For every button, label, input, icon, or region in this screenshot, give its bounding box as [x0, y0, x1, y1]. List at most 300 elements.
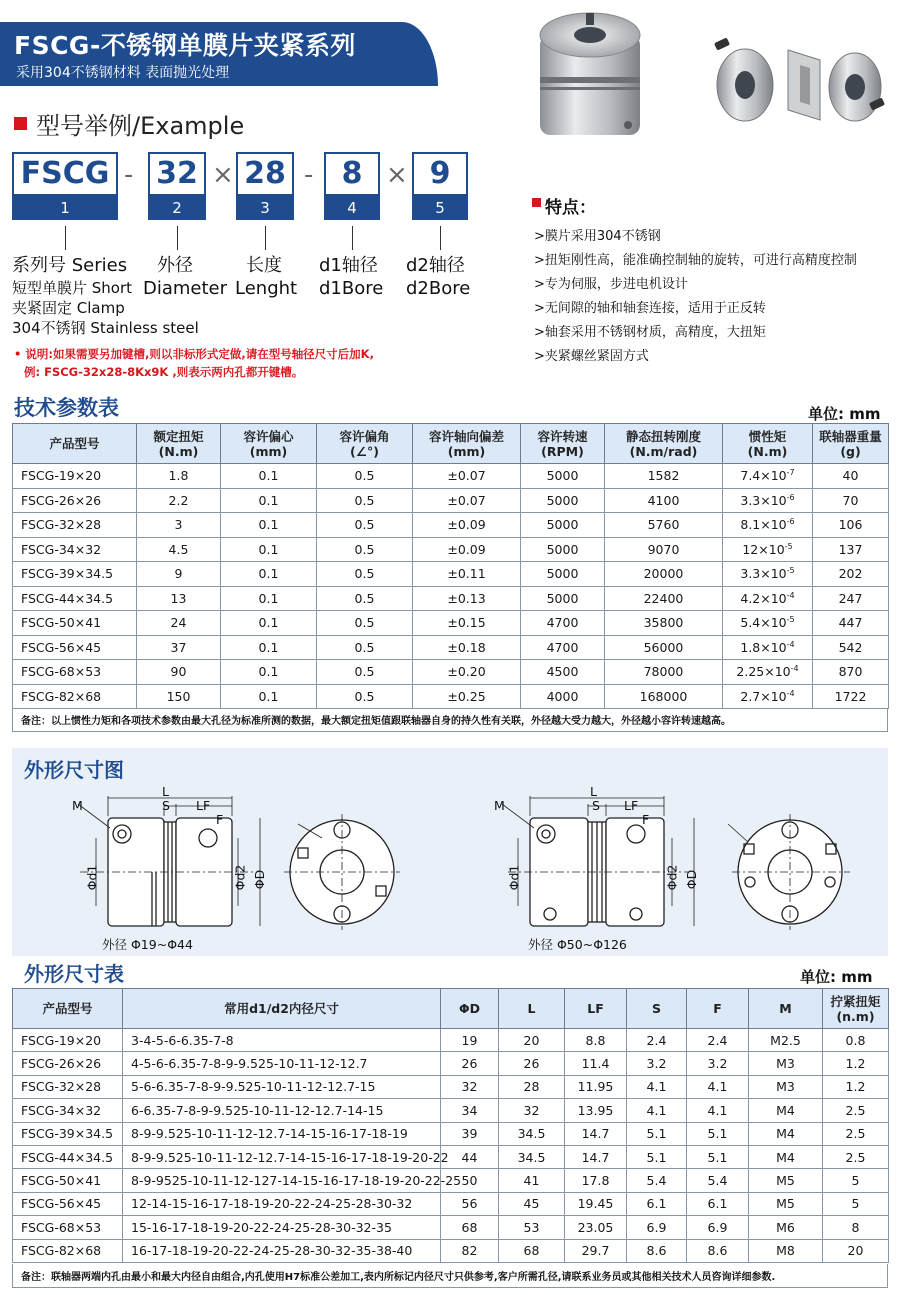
code-box-series: FSCG — [12, 152, 118, 196]
table-cell: 9070 — [605, 537, 723, 562]
table-cell: M8 — [749, 1239, 823, 1262]
table-cell: M6 — [749, 1216, 823, 1239]
table-cell: 1.8 — [137, 464, 221, 489]
drawing-heading: 外形尺寸图 — [24, 758, 124, 782]
table-cell: 19 — [441, 1029, 499, 1052]
table-cell: 16-17-18-19-20-22-24-25-28-30-32-35-38-40 — [123, 1239, 441, 1262]
table-cell: 6-6.35-7-8-9-9.525-10-11-12-12.7-14-15 — [123, 1099, 441, 1122]
dim-label-d1: Φd1 — [84, 864, 100, 891]
code-number: 3 — [236, 196, 294, 220]
table-cell: $8.1\times 10^{-6}$ — [723, 513, 813, 538]
table-cell: FSCG-34×32 — [13, 1099, 123, 1122]
table-cell: 2.2 — [137, 488, 221, 513]
features-marker — [532, 198, 541, 207]
code-number: 1 — [12, 196, 118, 220]
table-cell: 50 — [441, 1169, 499, 1192]
table-cell: 2.5 — [823, 1099, 889, 1122]
dim-label-f: F — [216, 812, 224, 827]
table-cell: M4 — [749, 1099, 823, 1122]
dim-label-dd: ΦD — [684, 869, 700, 890]
connector-line — [440, 226, 441, 250]
table-cell: 9 — [137, 562, 221, 587]
column-header: F — [687, 989, 749, 1029]
column-header: 容许转速 (RPM) — [521, 424, 605, 464]
table-cell: 5760 — [605, 513, 723, 538]
code-box-d1: 8 — [324, 152, 380, 196]
table-cell: 29.7 — [565, 1239, 627, 1262]
column-header: 联轴器重量 (g) — [813, 424, 889, 464]
table-cell: 8.6 — [687, 1239, 749, 1262]
table-cell: 15-16-17-18-19-20-22-24-25-28-30-32-35 — [123, 1216, 441, 1239]
column-header: 静态扭转刚度 (N.m/rad) — [605, 424, 723, 464]
table-cell: 8-9-9.525-10-11-12-12.7-14-15-16-17-18-19 — [123, 1122, 441, 1145]
dim-label-m: M — [494, 798, 505, 813]
label-length-cn: 长度 — [246, 255, 282, 276]
table-cell: 56 — [441, 1192, 499, 1215]
table-cell: FSCG-56×45 — [13, 1192, 123, 1215]
table-cell: 2.4 — [687, 1029, 749, 1052]
table-row — [13, 1216, 889, 1239]
table-row — [13, 1075, 889, 1098]
table-cell: 5.4 — [687, 1169, 749, 1192]
table-cell: 22400 — [605, 586, 723, 611]
table-cell: 26 — [441, 1052, 499, 1075]
dim-label-m: M — [72, 798, 83, 813]
table-cell: 8.6 — [627, 1239, 687, 1262]
table-cell: 24 — [137, 611, 221, 636]
table-cell: 1582 — [605, 464, 723, 489]
column-header: S — [627, 989, 687, 1029]
table-cell: 0.5 — [317, 635, 413, 660]
table-cell: 14.7 — [565, 1122, 627, 1145]
table-cell: 0.5 — [317, 660, 413, 685]
code-separator: × — [212, 160, 234, 190]
table-cell: 34.5 — [499, 1122, 565, 1145]
table-cell: 32 — [441, 1075, 499, 1098]
feature-item: >无间隙的轴和轴套连接，适用于正反转 — [534, 301, 766, 316]
table-cell: 0.5 — [317, 537, 413, 562]
table-cell: 168000 — [605, 684, 723, 709]
table-cell: 5000 — [521, 513, 605, 538]
table-cell: $7.4\times 10^{-7}$ — [723, 464, 813, 489]
table-cell: 90 — [137, 660, 221, 685]
label-series-clamp: 夹紧固定 Clamp — [12, 299, 125, 317]
table-cell: M5 — [749, 1192, 823, 1215]
table-cell: 2.4 — [627, 1029, 687, 1052]
table-cell: 4000 — [521, 684, 605, 709]
example-heading: 型号举例/Example — [36, 112, 245, 140]
drawing-left — [60, 776, 400, 946]
table-cell: 8.8 — [565, 1029, 627, 1052]
dim-table-body — [13, 1029, 889, 1263]
code-separator: - — [304, 160, 314, 190]
drawing-right-caption: 外径 Φ50~Φ126 — [528, 937, 627, 952]
table-cell: 13 — [137, 586, 221, 611]
table-cell: 53 — [499, 1216, 565, 1239]
table-cell: 5 — [823, 1192, 889, 1215]
table-cell: 32 — [499, 1099, 565, 1122]
column-header: 常用d1/d2内径尺寸 — [123, 989, 441, 1029]
product-photo — [530, 5, 890, 155]
connector-line — [265, 226, 266, 250]
table-cell: 1.2 — [823, 1052, 889, 1075]
table-cell: 4700 — [521, 635, 605, 660]
label-d2-en: d2Bore — [406, 278, 471, 299]
table-cell: 6.9 — [627, 1216, 687, 1239]
column-header: 产品型号 — [13, 989, 123, 1029]
connector-line — [352, 226, 353, 250]
label-diameter-en: Diameter — [143, 278, 228, 299]
table-cell: 0.5 — [317, 684, 413, 709]
table-cell: 4.1 — [687, 1075, 749, 1098]
table-row — [13, 562, 889, 587]
table-cell: 3 — [137, 513, 221, 538]
table-cell: 0.1 — [221, 537, 317, 562]
table-cell: ±0.07 — [413, 488, 521, 513]
table-cell: $3.3\times 10^{-5}$ — [723, 562, 813, 587]
table-cell: 3.2 — [687, 1052, 749, 1075]
table-cell: 247 — [813, 586, 889, 611]
table-cell: 20 — [823, 1239, 889, 1262]
table-cell: 68 — [441, 1216, 499, 1239]
table-cell: FSCG-32×28 — [13, 513, 137, 538]
column-header: 额定扭矩 (N.m) — [137, 424, 221, 464]
example-heading-marker — [14, 117, 27, 130]
connector-line — [177, 226, 178, 250]
table-cell: 6.1 — [627, 1192, 687, 1215]
table-cell: FSCG-82×68 — [13, 684, 137, 709]
table-cell: ±0.09 — [413, 537, 521, 562]
table-cell: FSCG-44×34.5 — [13, 1145, 123, 1168]
code-number: 2 — [148, 196, 206, 220]
table-header-row — [13, 989, 889, 1029]
tech-table-note: 备注：以上惯性力矩和各项技术参数由最大孔径为标准所测的数据，最大额定扭矩值跟联轴器自身的持久性有关联，外径越大受力越大，外径越小容许转速越高。 — [12, 708, 888, 732]
label-series-material: 304不锈钢 Stainless steel — [12, 319, 199, 337]
page-subtitle: 采用304不锈钢材料 表面抛光处理 — [16, 65, 230, 81]
dim-label-f: F — [642, 812, 650, 827]
keyway-note-example: 例: FSCG-32x28-8Kx9K ,则表示两内孔都开键槽。 — [24, 365, 304, 379]
table-cell: 4.1 — [627, 1099, 687, 1122]
table-row — [13, 1145, 889, 1168]
column-header: L — [499, 989, 565, 1029]
dim-label-dd: ΦD — [252, 869, 268, 890]
table-cell: 5 — [823, 1169, 889, 1192]
dim-label-s: S — [162, 798, 170, 813]
table-cell: $3.3\times 10^{-6}$ — [723, 488, 813, 513]
table-cell: 0.1 — [221, 611, 317, 636]
table-cell: FSCG-56×45 — [13, 635, 137, 660]
code-box-length: 28 — [236, 152, 294, 196]
table-row — [13, 611, 889, 636]
table-cell: 5.1 — [687, 1122, 749, 1145]
table-cell: 39 — [441, 1122, 499, 1145]
table-cell: ±0.18 — [413, 635, 521, 660]
table-cell: 106 — [813, 513, 889, 538]
code-box-diameter: 32 — [148, 152, 206, 196]
table-cell: 19.45 — [565, 1192, 627, 1215]
table-cell: 0.1 — [221, 513, 317, 538]
table-cell: 5.1 — [627, 1122, 687, 1145]
table-cell: 5000 — [521, 537, 605, 562]
connector-line — [65, 226, 66, 250]
dim-label-l: L — [162, 784, 169, 799]
label-d1-en: d1Bore — [319, 278, 384, 299]
table-cell: 82 — [441, 1239, 499, 1262]
table-cell: ±0.09 — [413, 513, 521, 538]
table-cell: FSCG-82×68 — [13, 1239, 123, 1262]
table-cell: 20000 — [605, 562, 723, 587]
table-cell: 5000 — [521, 464, 605, 489]
table-cell: 0.1 — [221, 464, 317, 489]
table-cell: 17.8 — [565, 1169, 627, 1192]
column-header: ΦD — [441, 989, 499, 1029]
table-cell: 870 — [813, 660, 889, 685]
table-cell: 13.95 — [565, 1099, 627, 1122]
table-cell: 5.4 — [627, 1169, 687, 1192]
table-cell: 34.5 — [499, 1145, 565, 1168]
feature-item: >膜片采用304不锈钢 — [534, 229, 661, 244]
table-cell: FSCG-68×53 — [13, 1216, 123, 1239]
table-cell: ±0.15 — [413, 611, 521, 636]
label-series: 系列号 Series — [12, 255, 128, 276]
label-diameter-cn: 外径 — [157, 255, 193, 276]
table-cell: 28 — [499, 1075, 565, 1098]
code-separator: - — [124, 160, 134, 190]
table-cell: 202 — [813, 562, 889, 587]
table-cell: FSCG-26×26 — [13, 488, 137, 513]
table-row — [13, 1192, 889, 1215]
table-cell: 23.05 — [565, 1216, 627, 1239]
feature-item: >专为伺服，步进电机设计 — [534, 277, 688, 292]
table-cell: 4500 — [521, 660, 605, 685]
dim-table-note: 备注：联轴器两端内孔由最小和最大内径自由组合,内孔使用H7标准公差加工,表内所标记内径尺寸只供参考,客户所需孔径,请联系业务员或其他相关技术人员咨询详细参数. — [12, 1264, 888, 1288]
table-row — [13, 1029, 889, 1052]
table-cell: 0.5 — [317, 488, 413, 513]
dim-label-d1: Φd1 — [506, 864, 522, 891]
dim-label-d2: Φd2 — [232, 864, 248, 891]
table-cell: 34 — [441, 1099, 499, 1122]
table-cell: 0.1 — [221, 562, 317, 587]
tech-table-heading: 技术参数表 — [14, 396, 119, 420]
dim-label-s: S — [592, 798, 600, 813]
coupling-photo — [540, 13, 640, 135]
table-cell: ±0.20 — [413, 660, 521, 685]
table-cell: 0.1 — [221, 660, 317, 685]
table-cell: 0.1 — [221, 635, 317, 660]
table-cell: 70 — [813, 488, 889, 513]
table-cell: FSCG-50×41 — [13, 1169, 123, 1192]
table-cell: 542 — [813, 635, 889, 660]
table-cell: $2.7\times 10^{-4}$ — [723, 684, 813, 709]
dim-label-lf: LF — [196, 798, 211, 813]
table-cell: 137 — [813, 537, 889, 562]
drawing-right — [488, 776, 858, 946]
tech-table-body — [13, 464, 889, 709]
feature-item: >夹紧螺丝紧固方式 — [534, 349, 649, 364]
table-cell: FSCG-19×20 — [13, 1029, 123, 1052]
table-cell: 20 — [499, 1029, 565, 1052]
table-row — [13, 464, 889, 489]
keyway-note: • 说明:如果需要另加键槽,则以非标形式定做,请在型号轴径尺寸后加K, — [14, 347, 374, 361]
table-cell: FSCG-34×32 — [13, 537, 137, 562]
column-header: 产品型号 — [13, 424, 137, 464]
table-cell: 4-5-6-6.35-7-8-9-9.525-10-11-12-12.7 — [123, 1052, 441, 1075]
column-header: 惯性矩 (N.m) — [723, 424, 813, 464]
table-row — [13, 1239, 889, 1262]
table-cell: M4 — [749, 1145, 823, 1168]
table-cell: 45 — [499, 1192, 565, 1215]
table-cell: FSCG-50×41 — [13, 611, 137, 636]
table-cell: 3-4-5-6-6.35-7-8 — [123, 1029, 441, 1052]
table-cell: ±0.11 — [413, 562, 521, 587]
dim-label-d2: Φd2 — [664, 864, 680, 891]
table-cell: 0.5 — [317, 464, 413, 489]
table-cell: 1722 — [813, 684, 889, 709]
drawing-left-caption: 外径 Φ19~Φ44 — [102, 937, 193, 952]
table-cell: 6.9 — [687, 1216, 749, 1239]
table-cell: 44 — [441, 1145, 499, 1168]
column-header: M — [749, 989, 823, 1029]
table-cell: 1.2 — [823, 1075, 889, 1098]
dim-table — [12, 988, 889, 1263]
column-header: 容许轴向偏差 (mm) — [413, 424, 521, 464]
table-row — [13, 660, 889, 685]
table-cell: FSCG-39×34.5 — [13, 562, 137, 587]
table-cell: M3 — [749, 1052, 823, 1075]
tech-table — [12, 423, 889, 709]
table-cell: ±0.13 — [413, 586, 521, 611]
table-cell: 41 — [499, 1169, 565, 1192]
table-cell: 12-14-15-16-17-18-19-20-22-24-25-28-30-32 — [123, 1192, 441, 1215]
column-header: 拧紧扭矩 (n.m) — [823, 989, 889, 1029]
table-cell: FSCG-68×53 — [13, 660, 137, 685]
table-row — [13, 513, 889, 538]
exploded-view-photo — [714, 37, 885, 121]
table-row — [13, 684, 889, 709]
table-cell: 5-6-6.35-7-8-9-9.525-10-11-12-12.7-15 — [123, 1075, 441, 1098]
code-separator: × — [386, 160, 408, 190]
table-cell: 4.1 — [627, 1075, 687, 1098]
table-cell: 0.5 — [317, 562, 413, 587]
table-row — [13, 1122, 889, 1145]
table-cell: M2.5 — [749, 1029, 823, 1052]
column-header: 容许偏心 (mm) — [221, 424, 317, 464]
table-cell: M3 — [749, 1075, 823, 1098]
table-cell: $1.8\times 10^{-4}$ — [723, 635, 813, 660]
table-cell: 68 — [499, 1239, 565, 1262]
features-title: 特点： — [545, 198, 596, 218]
table-cell: 26 — [499, 1052, 565, 1075]
table-cell: FSCG-19×20 — [13, 464, 137, 489]
table-header-row — [13, 424, 889, 464]
table-cell: 5.1 — [627, 1145, 687, 1168]
table-cell: 78000 — [605, 660, 723, 685]
dim-label-lf: LF — [624, 798, 639, 813]
table-cell: $12\times 10^{-5}$ — [723, 537, 813, 562]
table-cell: 5000 — [521, 488, 605, 513]
table-cell: 4.1 — [687, 1099, 749, 1122]
table-cell: FSCG-32×28 — [13, 1075, 123, 1098]
table-cell: FSCG-39×34.5 — [13, 1122, 123, 1145]
table-cell: 14.7 — [565, 1145, 627, 1168]
table-cell: ±0.07 — [413, 464, 521, 489]
dim-table-heading: 外形尺寸表 — [24, 962, 124, 986]
label-length-en: Lenght — [235, 278, 298, 299]
table-cell: 0.1 — [221, 586, 317, 611]
table-cell: 4.5 — [137, 537, 221, 562]
table-cell: $2.25\times 10^{-4}$ — [723, 660, 813, 685]
table-cell: 6.1 — [687, 1192, 749, 1215]
table-cell: 37 — [137, 635, 221, 660]
label-series-short: 短型单膜片 Short — [12, 279, 133, 297]
table-cell: 0.1 — [221, 684, 317, 709]
dim-label-l: L — [590, 784, 597, 799]
table-row — [13, 1099, 889, 1122]
table-cell: 11.4 — [565, 1052, 627, 1075]
tech-table-unit: 单位: mm — [808, 405, 881, 423]
column-header: 容许偏角 (∠°) — [317, 424, 413, 464]
feature-item: >轴套采用不锈钢材质，高精度，大扭矩 — [534, 325, 766, 340]
table-cell: 56000 — [605, 635, 723, 660]
table-cell: FSCG-44×34.5 — [13, 586, 137, 611]
table-cell: 40 — [813, 464, 889, 489]
table-cell: 3.2 — [627, 1052, 687, 1075]
column-header: LF — [565, 989, 627, 1029]
table-cell: 8 — [823, 1216, 889, 1239]
table-row — [13, 537, 889, 562]
table-cell: M5 — [749, 1169, 823, 1192]
table-cell: 2.5 — [823, 1122, 889, 1145]
table-cell: FSCG-26×26 — [13, 1052, 123, 1075]
table-row — [13, 1169, 889, 1192]
table-cell: 8-9-9525-10-11-12-127-14-15-16-17-18-19-20-22-25 — [123, 1169, 441, 1192]
table-cell: 11.95 — [565, 1075, 627, 1098]
table-cell: ±0.25 — [413, 684, 521, 709]
table-cell: 4100 — [605, 488, 723, 513]
table-cell: 5000 — [521, 562, 605, 587]
title-banner — [0, 22, 438, 86]
table-cell: 5000 — [521, 586, 605, 611]
table-cell: 8-9-9.525-10-11-12-12.7-14-15-16-17-18-19-20-22 — [123, 1145, 441, 1168]
table-cell: 35800 — [605, 611, 723, 636]
table-cell: $5.4\times 10^{-5}$ — [723, 611, 813, 636]
table-cell: $4.2\times 10^{-4}$ — [723, 586, 813, 611]
table-cell: 0.8 — [823, 1029, 889, 1052]
label-d1-cn: d1轴径 — [319, 255, 378, 276]
table-cell: 2.5 — [823, 1145, 889, 1168]
table-cell: 447 — [813, 611, 889, 636]
table-cell: 0.5 — [317, 513, 413, 538]
table-cell: 4700 — [521, 611, 605, 636]
table-cell: 0.5 — [317, 611, 413, 636]
table-row — [13, 488, 889, 513]
feature-item: >扭矩刚性高，能准确控制轴的旋转，可进行高精度控制 — [534, 253, 857, 268]
code-number: 5 — [412, 196, 468, 220]
table-row — [13, 1052, 889, 1075]
table-cell: M4 — [749, 1122, 823, 1145]
table-row — [13, 586, 889, 611]
page-title: FSCG-不锈钢单膜片夹紧系列 — [14, 31, 356, 60]
table-row — [13, 635, 889, 660]
table-cell: 0.5 — [317, 586, 413, 611]
code-box-d2: 9 — [412, 152, 468, 196]
table-cell: 5.1 — [687, 1145, 749, 1168]
table-cell: 150 — [137, 684, 221, 709]
code-number: 4 — [324, 196, 380, 220]
label-d2-cn: d2轴径 — [406, 255, 465, 276]
dim-table-unit: 单位: mm — [800, 968, 873, 986]
table-cell: 0.1 — [221, 488, 317, 513]
